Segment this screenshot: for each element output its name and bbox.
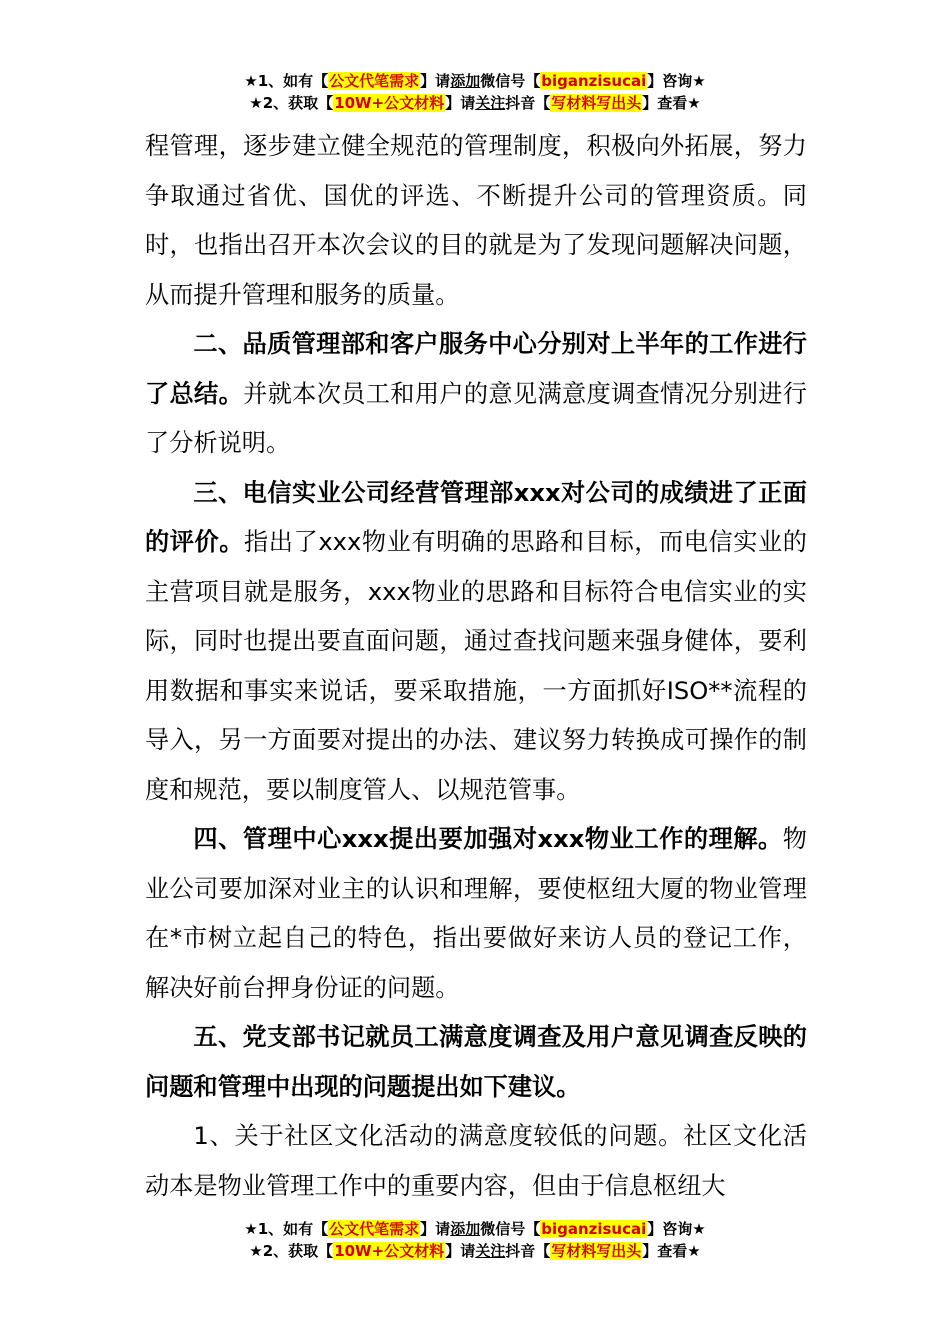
paragraph-4: [145, 815, 807, 1013]
promo-text: ★2、获取【: [249, 1242, 334, 1260]
promo-text: 】咨询★: [647, 72, 706, 90]
promo-line-2: [0, 1240, 950, 1262]
promo-line-1: [0, 70, 950, 92]
paragraph-3: [145, 469, 807, 816]
promo-line-1: [0, 1218, 950, 1240]
promo-highlight: 公文代笔需求: [329, 72, 420, 90]
promo-text: ★1、如有【: [244, 1220, 329, 1238]
paragraph-5: [145, 1013, 807, 1112]
promo-banner-top: [0, 70, 950, 114]
promo-underline: 关注: [475, 1242, 506, 1260]
paragraph-text: 指出了xxx物业有明确的思路和目标，而电信实业的主营项目就是服务，xxx物业的思路和目标符合电信实业的实际，同时也提出要直面问题，通过查找问题来强身健体，要利用数据和事实来说话，要采取措施，一方面抓好ISO**流程的导入，另一方面要对提出的办法、建议努力转换成可操作的制度和规范，要以制度管人、以规范管事。: [145, 528, 807, 804]
promo-text: ★1、如有【: [244, 72, 329, 90]
paragraph-heading: 三、电信实业公司经营管理部xxx对公司的成绩进了正面的评价。: [145, 478, 807, 556]
promo-line-2: [0, 92, 950, 114]
promo-text: ★2、获取【: [249, 94, 334, 112]
document-body: [145, 122, 807, 1211]
promo-text: 抖音【: [505, 94, 551, 112]
promo-underline: 添加: [450, 72, 481, 90]
promo-text: 】请: [445, 94, 476, 112]
promo-highlight: 写材料写出头: [551, 1242, 642, 1260]
promo-text: 】请: [420, 1220, 451, 1238]
promo-text: 抖音【: [505, 1242, 551, 1260]
promo-underline: 添加: [450, 1220, 481, 1238]
promo-text: 】请: [420, 72, 451, 90]
promo-highlight: biganzisucai: [541, 72, 647, 90]
paragraph-text: 物业公司要加深对业主的认识和理解，要使枢纽大厦的物业管理在*市树立起自己的特色，指出要做好来访人员的登记工作，解决好前台押身份证的问题。: [145, 825, 807, 1002]
promo-highlight: 写材料写出头: [551, 94, 642, 112]
promo-banner-bottom: [0, 1218, 950, 1262]
promo-highlight: 10W+公文材料: [334, 94, 445, 112]
paragraph-text: 并就本次员工和用户的意见满意度调查情况分别进行了分析说明。: [145, 379, 807, 457]
promo-highlight: 10W+公文材料: [334, 1242, 445, 1260]
paragraph-6: 1、关于社区文化活动的满意度较低的问题。社区文化活动本是物业管理工作中的重要内容，但由于信息枢纽大: [145, 1122, 807, 1200]
paragraph-heading: 五、党支部书记就员工满意度调查及用户意见调查反映的问题和管理中出现的问题提出如下建议。: [145, 1023, 807, 1101]
promo-text: 】咨询★: [647, 1220, 706, 1238]
paragraph-heading: 二、品质管理部和客户服务中心分别对上半年的工作进行了总结。: [145, 330, 807, 408]
promo-underline: 关注: [475, 94, 506, 112]
paragraph-2: [145, 320, 807, 469]
promo-text: 微信号【: [480, 1220, 541, 1238]
promo-text: 】请: [445, 1242, 476, 1260]
promo-text: 】查看★: [642, 1242, 701, 1260]
promo-text: 】查看★: [642, 94, 701, 112]
promo-text: 微信号【: [480, 72, 541, 90]
paragraph-1: 程管理，逐步建立健全规范的管理制度，积极向外拓展，努力争取通过省优、国优的评选、不断提升公司的管理资质。同时，也指出召开本次会议的目的就是为了发现问题解决问题，从而提升管理和服务的质量。: [145, 132, 807, 309]
promo-highlight: 公文代笔需求: [329, 1220, 420, 1238]
paragraph-heading: 四、管理中心xxx提出要加强对xxx物业工作的理解。: [193, 825, 783, 853]
promo-highlight: biganzisucai: [541, 1220, 647, 1238]
